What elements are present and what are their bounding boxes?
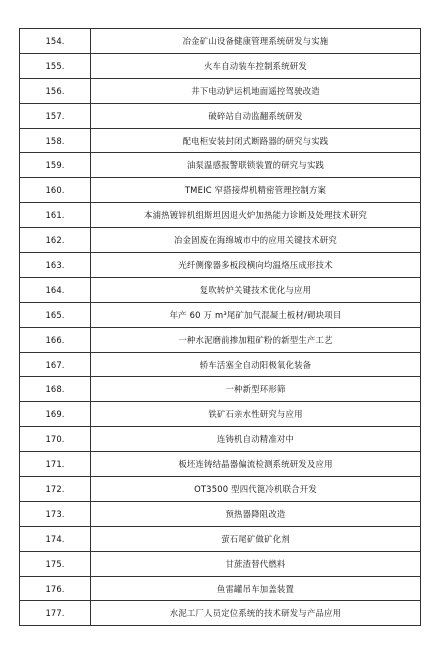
row-number: 175. (20, 551, 91, 576)
row-number: 162. (20, 228, 91, 253)
project-title: 光纤侧像器多板段横向均温烙压成形技术 (91, 253, 421, 278)
table-row (20, 352, 421, 377)
table-row (20, 526, 421, 551)
table-row (20, 253, 421, 278)
table-row (20, 103, 421, 128)
project-title: 本浦热镀锌机组斯坦因退火炉加热能力诊断及处理技术研究 (91, 203, 421, 228)
project-title: 一种新型环形筛 (91, 377, 421, 402)
project-table (19, 28, 421, 626)
project-title: 板坯连铸结晶器偏流检测系统研发及应用 (91, 452, 421, 477)
table-row (20, 302, 421, 327)
table-row (20, 601, 421, 626)
table-row (20, 277, 421, 302)
row-number: 160. (20, 178, 91, 203)
table-row (20, 452, 421, 477)
project-title: OT3500 型四代篦冷机联合开发 (91, 477, 421, 502)
row-number: 168. (20, 377, 91, 402)
project-title: 轿车活塞全自动阳极氧化装备 (91, 352, 421, 377)
table-row (20, 29, 421, 54)
project-title: 预热器降阻改造 (91, 501, 421, 526)
row-number: 161. (20, 203, 91, 228)
project-title: 油泵温感报警联锁装置的研究与实践 (91, 153, 421, 178)
row-number: 159. (20, 153, 91, 178)
table-row (20, 377, 421, 402)
project-table-body (20, 29, 421, 626)
table-row (20, 53, 421, 78)
table-row (20, 427, 421, 452)
project-title: 铁矿石亲水性研究与应用 (91, 402, 421, 427)
row-number: 176. (20, 576, 91, 601)
table-row (20, 551, 421, 576)
row-number: 173. (20, 501, 91, 526)
row-number: 155. (20, 53, 91, 78)
project-title: 冶金固废在海绵城市中的应用关键技术研究 (91, 228, 421, 253)
row-number: 171. (20, 452, 91, 477)
project-title: 复吹转炉关键技术优化与应用 (91, 277, 421, 302)
row-number: 157. (20, 103, 91, 128)
row-number: 154. (20, 29, 91, 54)
row-number: 174. (20, 526, 91, 551)
row-number: 164. (20, 277, 91, 302)
row-number: 165. (20, 302, 91, 327)
project-title: 一种水泥磨前掺加粗矿粉的新型生产工艺 (91, 327, 421, 352)
row-number: 170. (20, 427, 91, 452)
project-title: 连铸机自动精准对中 (91, 427, 421, 452)
table-row (20, 228, 421, 253)
project-title: 甘蔗渣替代燃料 (91, 551, 421, 576)
row-number: 163. (20, 253, 91, 278)
row-number: 156. (20, 78, 91, 103)
table-row (20, 203, 421, 228)
table-row (20, 576, 421, 601)
table-row (20, 501, 421, 526)
project-title: 水泥工厂人员定位系统的技术研发与产品应用 (91, 601, 421, 626)
row-number: 169. (20, 402, 91, 427)
row-number: 158. (20, 128, 91, 153)
project-title: 萤石尾矿做矿化剂 (91, 526, 421, 551)
project-title: 冶金矿山设备健康管理系统研发与实施 (91, 29, 421, 54)
project-title: TMEIC 窄搭接焊机精密管理控制方案 (91, 178, 421, 203)
table-row (20, 128, 421, 153)
project-title: 鱼雷罐吊车加盖装置 (91, 576, 421, 601)
project-title: 年产 60 万 m³尾矿加气混凝土板材/砌块项目 (91, 302, 421, 327)
table-row (20, 402, 421, 427)
table-row (20, 78, 421, 103)
table-row (20, 477, 421, 502)
table-row (20, 178, 421, 203)
project-title: 井下电动铲运机地面遥控驾驶改造 (91, 78, 421, 103)
table-row (20, 327, 421, 352)
row-number: 167. (20, 352, 91, 377)
table-row (20, 153, 421, 178)
project-title: 配电柜安装封闭式断路器的研究与实践 (91, 128, 421, 153)
row-number: 177. (20, 601, 91, 626)
row-number: 172. (20, 477, 91, 502)
project-title: 破碎站自动监翻系统研发 (91, 103, 421, 128)
project-title: 火车自动装车控制系统研发 (91, 53, 421, 78)
row-number: 166. (20, 327, 91, 352)
